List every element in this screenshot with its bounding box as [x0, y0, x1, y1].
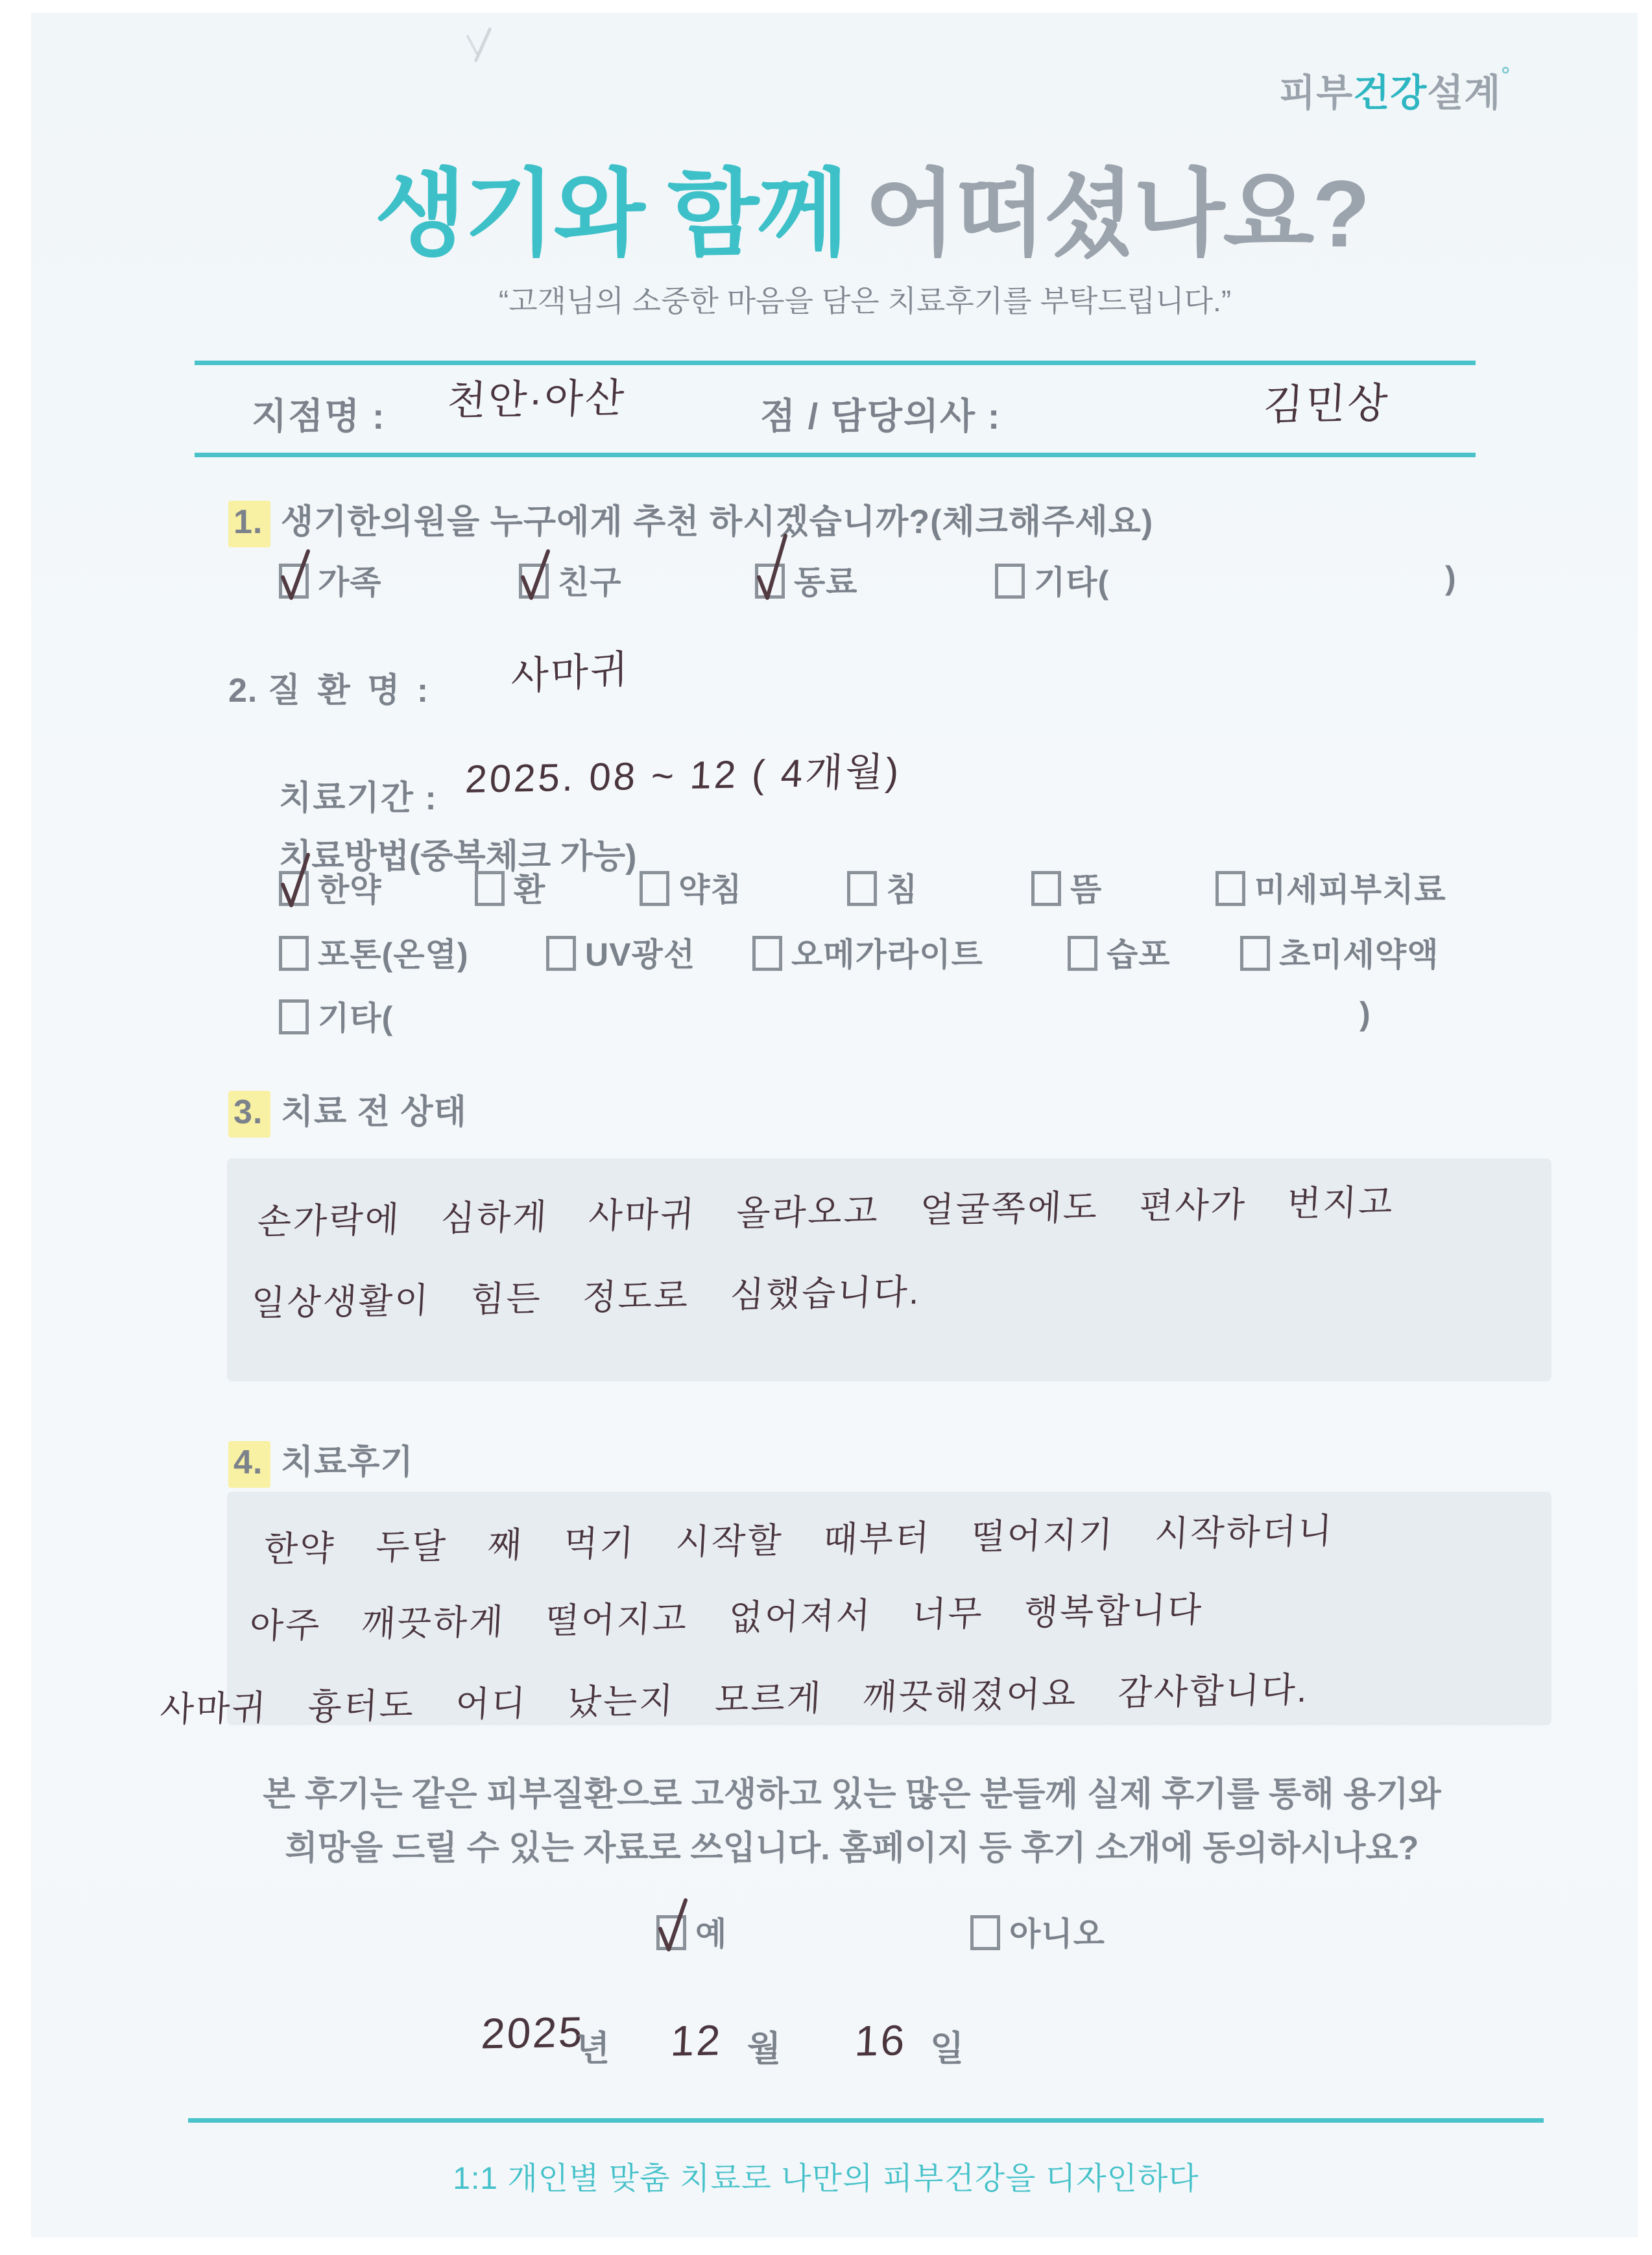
checkbox-label: 기타( — [1034, 564, 1110, 601]
q1-number: 1. — [228, 501, 270, 547]
checkbox-square[interactable] — [1240, 936, 1270, 971]
other-method-close-paren: ) — [1359, 996, 1371, 1032]
page-title — [45, 137, 1652, 274]
checkbox-micro-skin-treatment[interactable] — [1215, 864, 1446, 911]
q3-heading — [228, 1084, 467, 1133]
checkbox-label: 오메가라이트 — [791, 937, 983, 973]
scan-edge-bottom — [0, 2237, 1652, 2255]
consent-paragraph — [26, 1768, 1652, 1876]
checkbox-acupuncture[interactable] — [847, 864, 918, 911]
brand-logo-suffix: 설계 — [1427, 72, 1502, 114]
handwritten-check-icon — [517, 545, 553, 603]
checkbox-ultrafine-solution[interactable] — [1240, 929, 1439, 975]
pen-mark-artifact — [473, 27, 492, 62]
page-title-rest: 어떠셨나요? — [865, 161, 1369, 267]
page-title-accent: 생기와 함께 — [374, 161, 847, 267]
pre-treatment-line1: 손가락에 심하게 사마귀 올라오고 얼굴쪽에도 편사가 번지고 — [256, 1182, 1396, 1242]
date-year-value: 2025 — [479, 2007, 586, 2058]
checkbox-consent-yes[interactable] — [656, 1908, 727, 1955]
q2-heading — [228, 663, 432, 711]
checkbox-square[interactable] — [1068, 936, 1097, 971]
brand-logo-accent: 건강 — [1353, 72, 1428, 114]
q1-heading — [228, 494, 1153, 543]
checkbox-label: 친구 — [558, 564, 622, 601]
q1-question: 생기한의원을 누구에게 추천 하시겠습니까?(체크해주세요) — [280, 503, 1154, 541]
footer-divider-line — [188, 2118, 1544, 2123]
checkbox-square[interactable] — [519, 564, 549, 599]
q3-number: 3. — [228, 1091, 270, 1138]
checkbox-label: 미세피부치료 — [1254, 872, 1446, 908]
brand-logo-degree-mark: ° — [1501, 63, 1511, 88]
handwritten-check-icon — [277, 545, 313, 603]
date-month-value: 12 — [669, 2016, 724, 2065]
checkbox-label: 동료 — [794, 564, 858, 601]
date-day-value: 16 — [854, 2016, 908, 2065]
consent-line2: 희망을 드릴 수 있는 자료로 쓰입니다. 홈페이지 등 후기 소개에 동의하시나요? — [285, 1830, 1419, 1868]
checkbox-square[interactable] — [640, 871, 669, 906]
scan-edge-top — [0, 0, 1652, 13]
treatment-period-label: 치료기간 : — [279, 780, 438, 817]
scan-edge-left — [0, 0, 31, 2255]
brand-logo-prefix: 피부 — [1279, 72, 1354, 114]
checkbox-other-referral[interactable] — [995, 556, 1109, 603]
checkbox-square[interactable] — [279, 999, 309, 1034]
checkbox-label: 환 — [514, 872, 546, 908]
handwritten-check-icon — [753, 545, 789, 603]
doctor-value: 김민상 — [1262, 379, 1391, 429]
brand-logo — [1279, 62, 1511, 117]
checkbox-square[interactable] — [847, 871, 877, 906]
checkbox-square[interactable] — [1215, 871, 1245, 906]
review-line1: 한약 두달 째 먹기 시작할 때부터 떨어지기 시작하더니 — [263, 1511, 1335, 1569]
pen-mark-artifact — [466, 34, 478, 55]
checkbox-square[interactable] — [546, 936, 576, 971]
q3-title: 치료 전 상태 — [280, 1093, 467, 1131]
date-month-label: 월 — [747, 2029, 782, 2068]
handwritten-check-icon — [277, 852, 313, 911]
handwritten-check-icon — [654, 1896, 691, 1955]
checkbox-label: 습포 — [1107, 937, 1171, 973]
checkbox-photon-heat[interactable] — [279, 929, 469, 975]
checkbox-square[interactable] — [970, 1915, 1000, 1950]
doctor-label: 점 / 담당의사 : — [760, 396, 1001, 436]
checkbox-label: 초미세약액 — [1279, 937, 1439, 973]
checkbox-uv-light[interactable] — [546, 929, 695, 975]
checkbox-square[interactable] — [475, 871, 505, 906]
checkbox-label: 뜸 — [1070, 872, 1103, 908]
checkbox-square[interactable] — [752, 936, 782, 971]
checkbox-square[interactable] — [279, 936, 309, 971]
checkbox-square[interactable] — [755, 564, 785, 599]
checkbox-omega-light[interactable] — [752, 929, 983, 975]
footer-slogan: 1:1 개인별 맞춤 치료로 나만의 피부건강을 디자인하다 — [453, 2162, 1199, 2196]
checkbox-colleague[interactable] — [755, 556, 858, 603]
review-line2: 아주 깨끗하게 떨어지고 없어져서 너무 행복합니다 — [248, 1590, 1204, 1646]
disease-name-value: 사마귀 — [510, 647, 630, 699]
checkbox-pill[interactable] — [475, 864, 545, 911]
checkbox-moxibustion[interactable] — [1031, 864, 1102, 911]
scan-edge-right — [1638, 0, 1652, 2255]
checkbox-label: 포톤(온열) — [318, 937, 469, 973]
q2-number: 2. — [228, 672, 258, 710]
checkbox-herbal-medicine[interactable] — [279, 864, 382, 911]
q4-heading — [228, 1435, 414, 1483]
consent-line1: 본 후기는 같은 피부질환으로 고생하고 있는 많은 분들께 실제 후기를 통해 용기와 — [263, 1776, 1441, 1813]
branch-name-label: 지점명 : — [252, 396, 386, 436]
checkbox-label: 예 — [695, 1916, 728, 1952]
checkbox-friend[interactable] — [519, 556, 622, 603]
other-referral-close-paren: ) — [1445, 560, 1456, 596]
checkbox-other-method[interactable] — [279, 992, 393, 1039]
checkbox-label: 침 — [886, 872, 918, 908]
pre-treatment-line2: 일상생활이 힘든 정도로 심했습니다. — [250, 1272, 922, 1323]
review-line3: 사마귀 흉터도 어디 났는지 모르게 깨끗해졌어요 감사합니다. — [159, 1670, 1310, 1730]
checkbox-square[interactable] — [995, 564, 1025, 599]
divider-line — [195, 361, 1476, 365]
treatment-method-label: 치료방법(중복체크 가능) — [279, 838, 637, 876]
date-year-label: 년 — [576, 2029, 612, 2068]
treatment-period-value: 2025. 08 ~ 12 ( 4개월) — [464, 750, 903, 801]
date-day-label: 일 — [930, 2029, 964, 2068]
checkbox-label: 한약 — [318, 872, 382, 908]
q4-number: 4. — [228, 1441, 270, 1488]
branch-name-value: 천안·아산 — [446, 376, 627, 424]
disease-name-label: 질 환 명 : — [267, 672, 433, 710]
divider-line — [195, 453, 1476, 457]
checkbox-label: 약침 — [678, 872, 743, 908]
checkbox-square[interactable] — [279, 564, 309, 599]
checkbox-pharmacopuncture[interactable] — [640, 864, 743, 911]
checkbox-square[interactable] — [1031, 871, 1061, 906]
q4-title: 치료후기 — [280, 1444, 414, 1481]
checkbox-label: 가족 — [318, 564, 382, 601]
checkbox-square[interactable] — [279, 871, 309, 906]
checkbox-wet-pack[interactable] — [1068, 929, 1171, 975]
checkbox-label: 아니오 — [1009, 1916, 1105, 1952]
page-subtitle: “고객님의 소중한 마음을 담은 치료후기를 부탁드립니다.” — [498, 284, 1232, 318]
checkbox-family[interactable] — [279, 556, 382, 603]
checkbox-label: UV광선 — [585, 937, 696, 973]
checkbox-label: 기타( — [318, 1000, 394, 1036]
checkbox-square[interactable] — [656, 1915, 686, 1950]
checkbox-consent-no[interactable] — [970, 1908, 1105, 1955]
